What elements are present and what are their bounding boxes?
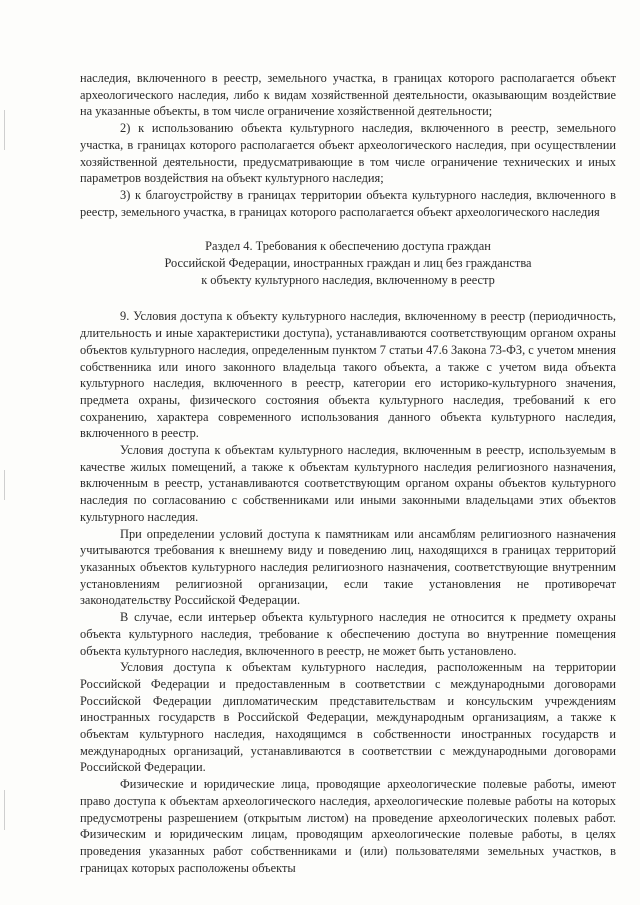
- scan-margin-mark: [4, 790, 5, 830]
- scan-margin-mark: [4, 470, 5, 500]
- section-heading: [80, 238, 616, 288]
- paragraph-territory: Условия доступа к объектам культурного наследия, расположенным на территории Российской Федерации и предоставленным в соответствии с международными договорами Российской Федерации дипломатическим представительствам и консульским учреждениям иностранных государств в Российской Федерации, международным организациям, а также к объектам культурного наследия, находящимся в собственности иностранных государств и международных организаций, устанавливаются в соответствии с международными договорами Российской Федерации.: [80, 660, 616, 775]
- paragraph-intro: наследия, включенного в реестр, земельного участка, в границах которого располагается объект археологического наследия, либо к видам хозяйственной деятельности, оказывающим воздействие на указанные объекты, в том числе ограничение хозяйственной деятельности;: [80, 71, 616, 119]
- paragraph-item-3: 3) к благоустройству в границах территории объекта культурного наследия, включенного в реестр, земельного участка, в границах которого располагается объект археологического наследия: [80, 187, 616, 219]
- section-heading-line-2: Российской Федерации, иностранных граждан и лиц без гражданства: [164, 256, 532, 271]
- scan-margin-mark: [4, 110, 5, 150]
- paragraph-item-2: 2) к использованию объекта культурного наследия, включенного в реестр, земельного участка, в границах которого располагается объект археологического наследия, при осуществлении хозяйственной деятельности, предусматривающие в том числе ограничение технических и иных параметров воздействия на объект культурного наследия;: [80, 121, 616, 186]
- paragraph-monuments: При определении условий доступа к памятникам или ансамблям религиозного назначения учитываются требования к внешнему виду и поведению лиц, находящихся в границах территорий указанных объектов культурного наследия религиозного назначения, соответствующие внутренним установлениям религиозной организации, если такие установления не противоречат законодательству Российской Федерации.: [80, 526, 616, 608]
- paragraph-archaeology: Физические и юридические лица, проводящие археологические полевые работы, имеют право доступа к объектам археологического наследия, археологические полевые работы на которых предусмотрены разрешением (открытым листом) на проведение археологических полевых работ. Физическим и юридическим лицам, проводящим археологические полевые работы, в целях проведения указанных работ собственниками и (или) пользователями земельных участков, в границах которых расположены объекты: [80, 777, 616, 875]
- paragraph-9: 9. Условия доступа к объекту культурного наследия, включенному в реестр (периодичность, длительность и иные характеристики доступа), устанавливаются соответствующим органом охраны объектов культурного наследия, определенным пунктом 7 статьи 47.6 Закона 73-ФЗ, с учетом мнения собственника или иного законного владельца такого объекта, а также с учетом вида объекта культурного наследия, включенного в реестр, категории его историко-культурного значения, предмета охраны, физического состояния объекта культурного наследия, требований к его сохранению, характера современного использования данного объекта культурного наследия, включенного в реестр.: [80, 309, 616, 441]
- document-body: [80, 70, 616, 876]
- section-heading-line-3: к объекту культурного наследия, включенному в реестр: [201, 272, 495, 287]
- paragraph-religious-objects: Условия доступа к объектам культурного наследия, включенным в реестр, используемым в качестве жилых помещений, а также к объектам культурного наследия религиозного назначения, включенным в реестр, устанавливаются соответствующим органом охраны объектов культурного наследия по согласованию с собственниками или иными законными владельцами этих объектов культурного наследия.: [80, 443, 616, 524]
- section-heading-line-1: Раздел 4. Требования к обеспечению доступа граждан: [205, 239, 491, 254]
- paragraph-interior: В случае, если интерьер объекта культурного наследия не относится к предмету охраны объекта культурного наследия, требование к обеспечению доступа во внутренние помещения объекта культурного наследия, включенного в реестр, не может быть установлено.: [80, 610, 616, 658]
